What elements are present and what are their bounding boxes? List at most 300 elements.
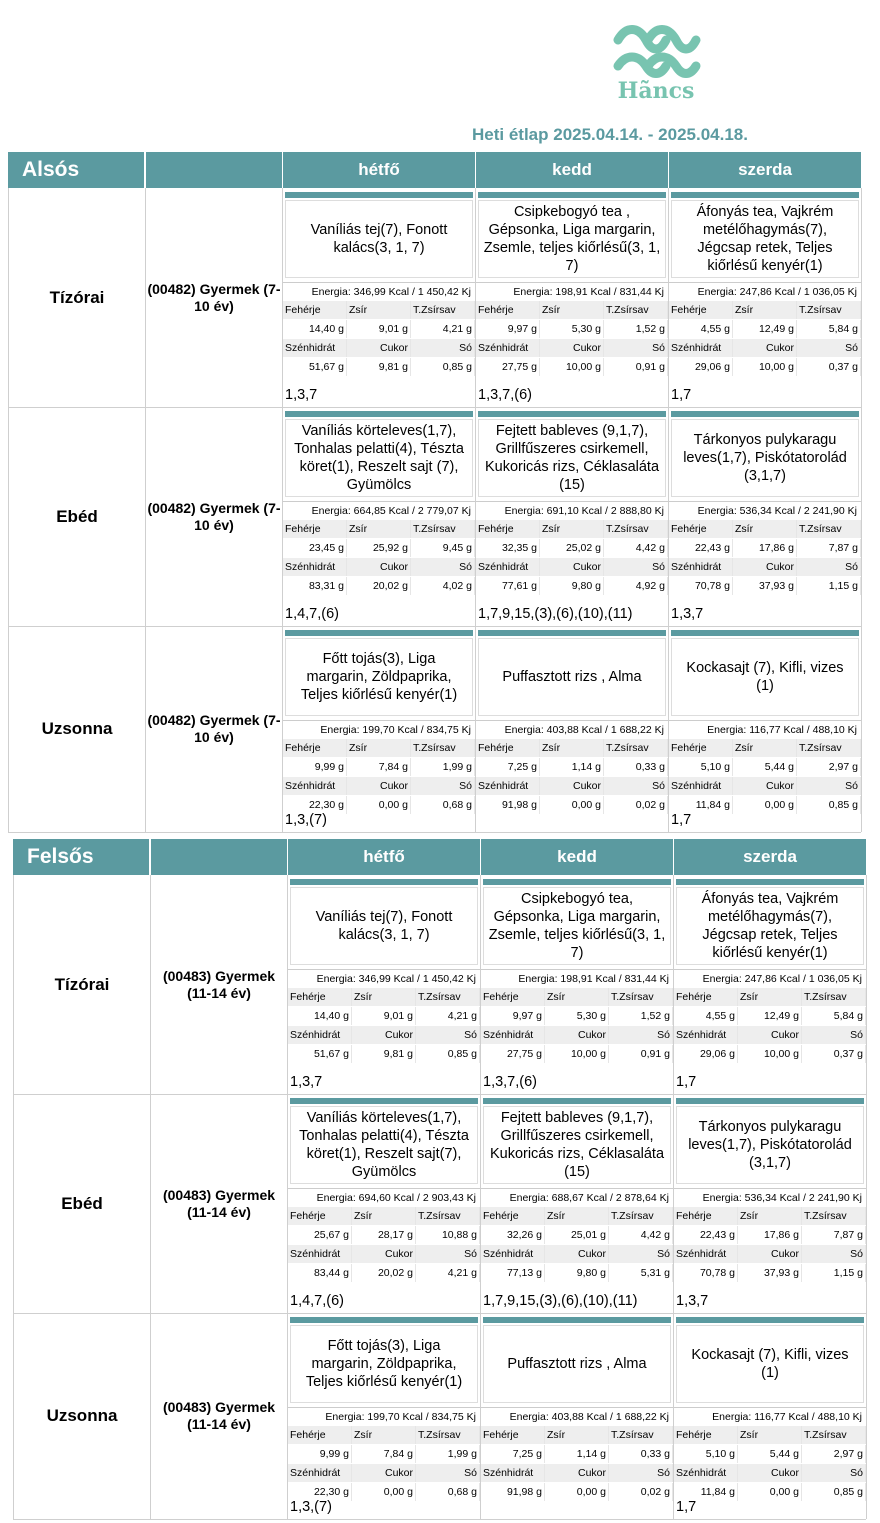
sugar-label: Cukor [733, 777, 797, 795]
carb-value: 27,75 g [476, 358, 540, 376]
sat-fat-value: 4,42 g [609, 1226, 673, 1244]
carb-value: 70,78 g [669, 577, 733, 595]
menu-text: Kockasajt (7), Kifli, vizes (1) [676, 1325, 864, 1403]
salt-label: Só [797, 339, 861, 357]
salt-value: 0,02 g [609, 1483, 673, 1501]
sat-fat-label: T.Zsírsav [802, 988, 866, 1006]
header-spacer [151, 839, 287, 875]
salt-value: 0,85 g [416, 1045, 480, 1063]
sat-fat-label: T.Zsírsav [604, 301, 668, 319]
fat-value: 9,01 g [347, 320, 411, 338]
sugar-label: Cukor [738, 1464, 802, 1482]
carb-label: Szénhidrát [288, 1245, 352, 1263]
nutrient-header-row [669, 558, 861, 576]
menu-text: Vaníliás tej(7), Fonott kalács(3, 1, 7) [285, 200, 473, 278]
nutrient-value-row [669, 796, 861, 814]
sat-fat-value: 4,21 g [411, 320, 475, 338]
carb-value: 77,13 g [481, 1264, 545, 1282]
sat-fat-label: T.Zsírsav [604, 520, 668, 538]
protein-value: 32,35 g [476, 539, 540, 557]
fat-label: Zsír [352, 1426, 416, 1444]
nutrient-header-row [476, 520, 668, 538]
menu-text: Főtt tojás(3), Liga margarin, Zöldpaprika, Teljes kiőrlésű kenyér(1) [290, 1325, 478, 1403]
age-group-label: (00482) Gyermek (7-10 év) [146, 407, 283, 626]
cell-top-bar [483, 1098, 671, 1104]
sat-fat-label: T.Zsírsav [416, 988, 480, 1006]
fat-value: 5,44 g [733, 758, 797, 776]
sugar-value: 0,00 g [738, 1483, 802, 1501]
sat-fat-label: T.Zsírsav [411, 739, 475, 757]
fat-value: 5,44 g [738, 1445, 802, 1463]
salt-label: Só [411, 777, 475, 795]
nutrient-header-row [481, 988, 673, 1006]
fat-label: Zsír [545, 988, 609, 1006]
sugar-label: Cukor [347, 339, 411, 357]
sat-fat-value: 5,84 g [797, 320, 861, 338]
salt-value: 4,21 g [416, 1264, 480, 1282]
sugar-label: Cukor [545, 1245, 609, 1263]
fat-label: Zsír [540, 520, 604, 538]
nutrient-value-row [669, 577, 861, 595]
sat-fat-value: 2,97 g [802, 1445, 866, 1463]
carb-label: Szénhidrát [669, 558, 733, 576]
carb-value: 29,06 g [669, 358, 733, 376]
sugar-value: 0,00 g [540, 796, 604, 814]
carb-label: Szénhidrát [674, 1245, 738, 1263]
protein-label: Fehérje [283, 520, 347, 538]
nutrient-header-row [481, 1026, 673, 1044]
menu-text: Tárkonyos pulykaragu leves(1,7), Piskótatorolád (3,1,7) [671, 419, 859, 497]
menu-text: Vaníliás körteleves(1,7), Tonhalas pelatti(4), Tészta köret(1), Reszelt sajt (7), Gyümölcs [285, 419, 473, 497]
sugar-label: Cukor [352, 1026, 416, 1044]
allergen-codes: 1,7 [676, 1074, 697, 1090]
fat-label: Zsír [738, 988, 802, 1006]
protein-value: 7,25 g [476, 758, 540, 776]
nutrient-value-row [481, 1045, 673, 1063]
salt-label: Só [604, 339, 668, 357]
carb-label: Szénhidrát [283, 777, 347, 795]
day-cell [481, 1094, 674, 1313]
sugar-value: 10,00 g [738, 1045, 802, 1063]
day-cell [283, 188, 476, 407]
energy-value: Energia: 199,70 Kcal / 834,75 Kj [283, 720, 475, 740]
meal-label: Tízórai [13, 875, 151, 1094]
nutrient-value-row [283, 758, 475, 776]
sugar-value: 37,93 g [738, 1264, 802, 1282]
fat-label: Zsír [738, 1207, 802, 1225]
allergen-codes: 1,3,(7) [290, 1499, 332, 1515]
menu-text: Áfonyás tea, Vajkrém metélőhagymás(7), Jégcsap retek, Teljes kiőrlésű kenyér(1) [676, 887, 864, 965]
menu-text: Fejtett bableves (9,1,7), Grillfűszeres csirkemell, Kukoricás rizs, Céklasaláta (15) [478, 419, 666, 497]
carb-value: 70,78 g [674, 1264, 738, 1282]
nutrient-header-row [481, 1464, 673, 1482]
menu-text: Kockasajt (7), Kifli, vizes (1) [671, 638, 859, 716]
sugar-value: 0,00 g [347, 796, 411, 814]
salt-value: 0,02 g [604, 796, 668, 814]
energy-value: Energia: 691,10 Kcal / 2 888,80 Kj [476, 501, 668, 521]
carb-value: 11,84 g [669, 796, 733, 814]
nutrient-value-row [288, 1445, 480, 1463]
sat-fat-label: T.Zsírsav [411, 520, 475, 538]
nutrient-value-row [674, 1045, 866, 1063]
fat-value: 9,01 g [352, 1007, 416, 1025]
fat-label: Zsír [540, 301, 604, 319]
cell-top-bar [290, 1317, 478, 1323]
energy-value: Energia: 346,99 Kcal / 1 450,42 Kj [283, 282, 475, 302]
fat-value: 5,30 g [540, 320, 604, 338]
cell-top-bar [478, 411, 666, 417]
fat-value: 5,30 g [545, 1007, 609, 1025]
protein-label: Fehérje [476, 739, 540, 757]
menu-text: Vaníliás tej(7), Fonott kalács(3, 1, 7) [290, 887, 478, 965]
sat-fat-label: T.Zsírsav [797, 520, 861, 538]
energy-value: Energia: 198,91 Kcal / 831,44 Kj [481, 969, 673, 989]
sat-fat-label: T.Zsírsav [609, 1207, 673, 1225]
day-cell [288, 875, 481, 1094]
sat-fat-value: 5,84 g [802, 1007, 866, 1025]
fat-value: 28,17 g [352, 1226, 416, 1244]
meal-row [8, 407, 861, 627]
cell-top-bar [478, 192, 666, 198]
sat-fat-label: T.Zsírsav [797, 739, 861, 757]
protein-label: Fehérje [283, 301, 347, 319]
sat-fat-value: 10,88 g [416, 1226, 480, 1244]
cell-top-bar [285, 411, 473, 417]
day-cell [283, 626, 476, 832]
protein-value: 23,45 g [283, 539, 347, 557]
allergen-codes: 1,3,7 [671, 606, 704, 622]
nutrient-header-row [481, 1426, 673, 1444]
carb-label: Szénhidrát [674, 1026, 738, 1044]
nutrient-value-row [669, 539, 861, 557]
nutrient-value-row [283, 320, 475, 338]
protein-value: 22,43 g [674, 1226, 738, 1244]
fat-value: 1,14 g [545, 1445, 609, 1463]
protein-label: Fehérje [669, 739, 733, 757]
sat-fat-value: 2,97 g [797, 758, 861, 776]
protein-value: 9,97 g [476, 320, 540, 338]
nutrient-value-row [481, 1007, 673, 1025]
sugar-label: Cukor [545, 1464, 609, 1482]
carb-label: Szénhidrát [288, 1464, 352, 1482]
allergen-codes: 1,7 [671, 812, 692, 828]
nutrient-header-row [283, 558, 475, 576]
protein-label: Fehérje [674, 1207, 738, 1225]
section-title: Alsós [8, 152, 144, 188]
sat-fat-label: T.Zsírsav [604, 739, 668, 757]
cell-top-bar [290, 879, 478, 885]
carb-label: Szénhidrát [288, 1026, 352, 1044]
cell-top-bar [483, 1317, 671, 1323]
nutrient-value-row [476, 577, 668, 595]
sat-fat-value: 1,99 g [411, 758, 475, 776]
section-header [8, 152, 861, 188]
energy-value: Energia: 403,88 Kcal / 1 688,22 Kj [481, 1407, 673, 1427]
sat-fat-value: 1,99 g [416, 1445, 480, 1463]
carb-label: Szénhidrát [476, 339, 540, 357]
salt-label: Só [604, 777, 668, 795]
nutrient-value-row [476, 539, 668, 557]
sugar-value: 10,00 g [540, 358, 604, 376]
sugar-value: 20,02 g [347, 577, 411, 595]
carb-label: Szénhidrát [283, 558, 347, 576]
day-cell [481, 1313, 674, 1519]
salt-value: 1,15 g [797, 577, 861, 595]
sugar-value: 0,00 g [545, 1483, 609, 1501]
day-cell [476, 407, 669, 626]
menu-text: Vaníliás körteleves(1,7), Tonhalas pelatti(4), Tészta köret(1), Reszelt sajt(7), Gyümölcs [290, 1106, 478, 1184]
sugar-label: Cukor [738, 1026, 802, 1044]
sugar-label: Cukor [545, 1026, 609, 1044]
carb-label: Szénhidrát [669, 339, 733, 357]
cell-top-bar [676, 1098, 864, 1104]
sugar-label: Cukor [733, 558, 797, 576]
sat-fat-value: 1,52 g [604, 320, 668, 338]
cell-top-bar [483, 879, 671, 885]
meal-row [8, 188, 861, 408]
header-spacer [146, 152, 282, 188]
energy-value: Energia: 247,86 Kcal / 1 036,05 Kj [674, 969, 866, 989]
allergen-codes: 1,7,9,15,(3),(6),(10),(11) [478, 606, 633, 622]
salt-label: Só [411, 558, 475, 576]
salt-label: Só [797, 558, 861, 576]
salt-value: 0,37 g [797, 358, 861, 376]
sugar-label: Cukor [352, 1464, 416, 1482]
carb-label: Szénhidrát [481, 1464, 545, 1482]
sat-fat-label: T.Zsírsav [802, 1426, 866, 1444]
nutrient-value-row [669, 358, 861, 376]
nutrient-value-row [481, 1483, 673, 1501]
sugar-label: Cukor [347, 558, 411, 576]
nutrient-header-row [669, 520, 861, 538]
protein-label: Fehérje [288, 1426, 352, 1444]
protein-value: 5,10 g [674, 1445, 738, 1463]
nutrient-value-row [283, 539, 475, 557]
meal-label: Ebéd [8, 407, 146, 626]
allergen-codes: 1,7 [676, 1499, 697, 1515]
protein-label: Fehérje [283, 739, 347, 757]
fat-label: Zsír [733, 520, 797, 538]
nutrient-header-row [283, 339, 475, 357]
allergen-codes: 1,3,7 [290, 1074, 323, 1090]
sugar-value: 10,00 g [545, 1045, 609, 1063]
energy-value: Energia: 536,34 Kcal / 2 241,90 Kj [674, 1188, 866, 1208]
day-header-1: kedd [476, 152, 668, 188]
day-header-2: szerda [669, 152, 861, 188]
nutrient-value-row [283, 358, 475, 376]
sat-fat-value: 7,87 g [797, 539, 861, 557]
protein-label: Fehérje [481, 1207, 545, 1225]
fat-value: 12,49 g [738, 1007, 802, 1025]
nutrient-value-row [669, 320, 861, 338]
fat-label: Zsír [738, 1426, 802, 1444]
sugar-label: Cukor [352, 1245, 416, 1263]
fat-label: Zsír [352, 1207, 416, 1225]
nutrient-header-row [476, 777, 668, 795]
protein-label: Fehérje [476, 520, 540, 538]
sugar-value: 10,00 g [733, 358, 797, 376]
menu-section-0 [8, 152, 861, 832]
nutrient-value-row [288, 1264, 480, 1282]
nutrient-header-row [669, 301, 861, 319]
salt-label: Só [416, 1464, 480, 1482]
cell-top-bar [478, 630, 666, 636]
sat-fat-value: 0,33 g [609, 1445, 673, 1463]
carb-label: Szénhidrát [283, 339, 347, 357]
protein-value: 7,25 g [481, 1445, 545, 1463]
sat-fat-value: 7,87 g [802, 1226, 866, 1244]
day-header-0: hétfő [283, 152, 475, 188]
day-cell [288, 1313, 481, 1519]
nutrient-value-row [476, 796, 668, 814]
nutrient-header-row [674, 1464, 866, 1482]
nutrient-value-row [481, 1264, 673, 1282]
fat-value: 1,14 g [540, 758, 604, 776]
sugar-value: 37,93 g [733, 577, 797, 595]
age-group-label: (00482) Gyermek (7-10 év) [146, 626, 283, 832]
carb-value: 22,30 g [283, 796, 347, 814]
nutrient-header-row [669, 777, 861, 795]
nutrient-header-row [288, 1464, 480, 1482]
nutrient-header-row [288, 1245, 480, 1263]
sat-fat-label: T.Zsírsav [411, 301, 475, 319]
salt-label: Só [609, 1245, 673, 1263]
salt-value: 0,37 g [802, 1045, 866, 1063]
day-cell [288, 1094, 481, 1313]
energy-value: Energia: 116,77 Kcal / 488,10 Kj [674, 1407, 866, 1427]
protein-label: Fehérje [288, 1207, 352, 1225]
salt-label: Só [609, 1026, 673, 1044]
energy-value: Energia: 199,70 Kcal / 834,75 Kj [288, 1407, 480, 1427]
fat-value: 25,01 g [545, 1226, 609, 1244]
nutrient-value-row [674, 1483, 866, 1501]
cell-top-bar [676, 879, 864, 885]
fat-label: Zsír [733, 301, 797, 319]
salt-label: Só [802, 1245, 866, 1263]
nutrient-value-row [476, 758, 668, 776]
nutrient-value-row [669, 758, 861, 776]
hancs-logo [608, 18, 704, 102]
sugar-value: 9,81 g [352, 1045, 416, 1063]
sugar-value: 9,80 g [545, 1264, 609, 1282]
nutrient-header-row [283, 301, 475, 319]
sat-fat-value: 1,52 g [609, 1007, 673, 1025]
protein-label: Fehérje [674, 1426, 738, 1444]
nutrient-value-row [674, 1007, 866, 1025]
fat-label: Zsír [347, 301, 411, 319]
day-header-2: szerda [674, 839, 866, 875]
fat-value: 12,49 g [733, 320, 797, 338]
carb-value: 77,61 g [476, 577, 540, 595]
menu-text: Puffasztott rizs , Alma [483, 1325, 671, 1403]
carb-label: Szénhidrát [669, 777, 733, 795]
fat-label: Zsír [545, 1426, 609, 1444]
protein-value: 4,55 g [669, 320, 733, 338]
energy-value: Energia: 403,88 Kcal / 1 688,22 Kj [476, 720, 668, 740]
sat-fat-label: T.Zsírsav [609, 988, 673, 1006]
salt-label: Só [802, 1026, 866, 1044]
fat-label: Zsír [540, 739, 604, 757]
energy-value: Energia: 688,67 Kcal / 2 878,64 Kj [481, 1188, 673, 1208]
carb-value: 22,30 g [288, 1483, 352, 1501]
day-cell [674, 1313, 867, 1519]
nutrient-header-row [288, 1207, 480, 1225]
salt-value: 0,91 g [609, 1045, 673, 1063]
svg-text:Hãncs: Hãncs [617, 78, 695, 102]
fat-value: 17,86 g [738, 1226, 802, 1244]
carb-value: 91,98 g [476, 796, 540, 814]
carb-value: 51,67 g [283, 358, 347, 376]
fat-value: 17,86 g [733, 539, 797, 557]
protein-label: Fehérje [288, 988, 352, 1006]
cell-top-bar [285, 192, 473, 198]
day-header-0: hétfő [288, 839, 480, 875]
nutrient-header-row [669, 339, 861, 357]
fat-label: Zsír [545, 1207, 609, 1225]
salt-label: Só [411, 339, 475, 357]
protein-value: 25,67 g [288, 1226, 352, 1244]
salt-value: 0,85 g [797, 796, 861, 814]
protein-value: 14,40 g [283, 320, 347, 338]
cell-top-bar [676, 1317, 864, 1323]
nutrient-value-row [476, 320, 668, 338]
protein-label: Fehérje [674, 988, 738, 1006]
nutrient-header-row [476, 558, 668, 576]
salt-label: Só [604, 558, 668, 576]
fat-value: 7,84 g [352, 1445, 416, 1463]
nutrient-value-row [481, 1226, 673, 1244]
day-cell [481, 875, 674, 1094]
day-cell [476, 188, 669, 407]
nutrient-header-row [476, 739, 668, 757]
sugar-value: 9,80 g [540, 577, 604, 595]
salt-value: 5,31 g [609, 1264, 673, 1282]
day-cell [669, 188, 862, 407]
sat-fat-value: 4,21 g [416, 1007, 480, 1025]
menu-text: Fejtett bableves (9,1,7), Grillfűszeres csirkemell, Kukoricás rizs, Céklasaláta (15) [483, 1106, 671, 1184]
nutrient-header-row [481, 1207, 673, 1225]
salt-value: 1,15 g [802, 1264, 866, 1282]
meal-row [13, 875, 866, 1095]
salt-label: Só [797, 777, 861, 795]
nutrient-header-row [288, 988, 480, 1006]
sat-fat-label: T.Zsírsav [609, 1426, 673, 1444]
carb-value: 83,31 g [283, 577, 347, 595]
day-cell [674, 1094, 867, 1313]
meal-row [13, 1094, 866, 1314]
meal-label: Uzsonna [13, 1313, 151, 1519]
nutrient-header-row [283, 739, 475, 757]
carb-value: 29,06 g [674, 1045, 738, 1063]
carb-value: 11,84 g [674, 1483, 738, 1501]
salt-label: Só [416, 1026, 480, 1044]
salt-value: 4,02 g [411, 577, 475, 595]
day-cell [669, 626, 862, 832]
cell-top-bar [671, 192, 859, 198]
nutrient-header-row [288, 1426, 480, 1444]
nutrient-value-row [674, 1445, 866, 1463]
carb-label: Szénhidrát [481, 1245, 545, 1263]
nutrient-header-row [674, 1245, 866, 1263]
day-cell [283, 407, 476, 626]
salt-value: 0,85 g [411, 358, 475, 376]
sugar-label: Cukor [540, 558, 604, 576]
menu-text: Csipkebogyó tea , Gépsonka, Liga margarin, Zsemle, teljes kiőrlésű(3, 1, 7) [478, 200, 666, 278]
energy-value: Energia: 247,86 Kcal / 1 036,05 Kj [669, 282, 861, 302]
nutrient-header-row [674, 1026, 866, 1044]
fat-value: 25,02 g [540, 539, 604, 557]
carb-value: 27,75 g [481, 1045, 545, 1063]
